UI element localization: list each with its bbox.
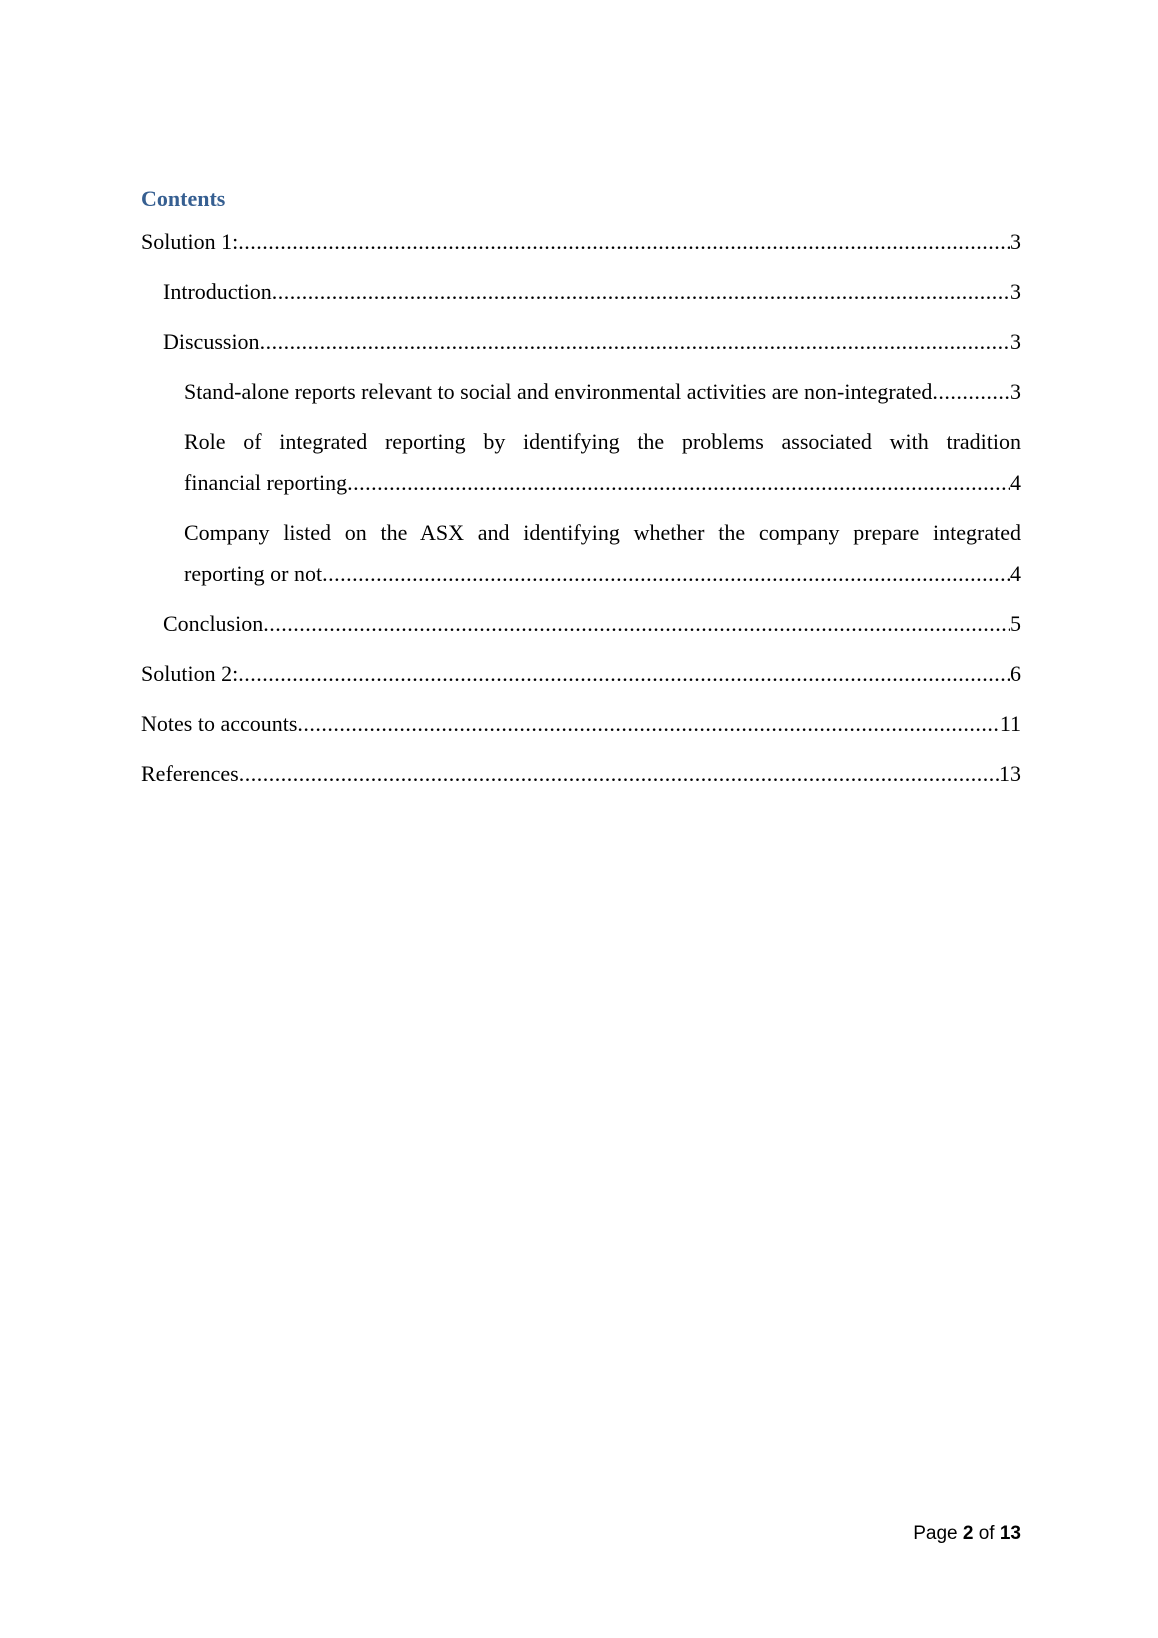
toc-entry-page: 11 [999, 711, 1021, 736]
toc-entry-label: Solution 1: [141, 229, 239, 254]
dot-leader [263, 603, 1010, 644]
toc-entry-label: Stand-alone reports relevant to social and environmental activities are non-integrated [184, 379, 933, 404]
toc-entry-notes-to-accounts[interactable] [141, 703, 1021, 744]
toc-entry-solution-2[interactable] [141, 653, 1021, 694]
toc-entry-page: 4 [1010, 470, 1021, 495]
toc-entry-label: Conclusion [163, 611, 264, 636]
toc-entry-label-line-2: reporting or not [184, 561, 323, 586]
dot-leader [347, 462, 1010, 503]
dot-leader [932, 371, 1010, 412]
dot-leader [272, 271, 1010, 312]
toc-entry-references[interactable] [141, 753, 1021, 794]
toc-entry-label: Discussion [163, 329, 260, 354]
toc-entry-page: 3 [1010, 279, 1021, 304]
toc-entry-label-line-1: Company listed on the ASX and identifying whether the company prepare integrated [184, 520, 1021, 545]
dot-leader [297, 703, 999, 744]
toc-entry-page: 3 [1010, 229, 1021, 254]
dot-leader [238, 653, 1010, 694]
toc-entry-label: References [141, 761, 239, 786]
dot-leader [238, 221, 1010, 262]
toc-entry-page: 13 [999, 761, 1021, 786]
footer-of-word: of [978, 1523, 995, 1544]
footer-page-word: Page [913, 1523, 958, 1544]
toc-entry-page: 4 [1010, 561, 1021, 586]
toc-entry-page: 3 [1010, 329, 1021, 354]
toc-entry-discussion[interactable] [141, 321, 1021, 362]
dot-leader [239, 753, 999, 794]
toc-entry-introduction[interactable] [141, 271, 1021, 312]
toc-entry-page: 3 [1010, 379, 1021, 404]
toc-entry-label: Solution 2: [141, 661, 239, 686]
toc-entry-page: 6 [1010, 661, 1021, 686]
toc-entry-label-line-1: Role of integrated reporting by identifying the problems associated with tradition [184, 429, 1021, 454]
footer-current-page: 2 [962, 1523, 974, 1544]
table-of-contents [141, 184, 1021, 803]
toc-entry-stand-alone-reports[interactable] [141, 371, 1021, 412]
toc-entry-label-line-2: financial reporting [184, 470, 348, 495]
toc-entry-conclusion[interactable] [141, 603, 1021, 644]
toc-entry-label: Introduction [163, 279, 272, 304]
toc-entry-page: 5 [1010, 611, 1021, 636]
dot-leader [322, 553, 1010, 594]
toc-entry-label: Notes to accounts [141, 711, 298, 736]
toc-entry-company-listed-on-asx[interactable] [141, 512, 1021, 594]
page-number-footer [913, 1523, 1021, 1545]
dot-leader [260, 321, 1010, 362]
footer-total-pages: 13 [999, 1523, 1021, 1544]
toc-entry-solution-1[interactable] [141, 221, 1021, 262]
toc-entry-role-of-integrated-reporting[interactable] [141, 421, 1021, 503]
toc-heading: Contents [141, 186, 226, 211]
